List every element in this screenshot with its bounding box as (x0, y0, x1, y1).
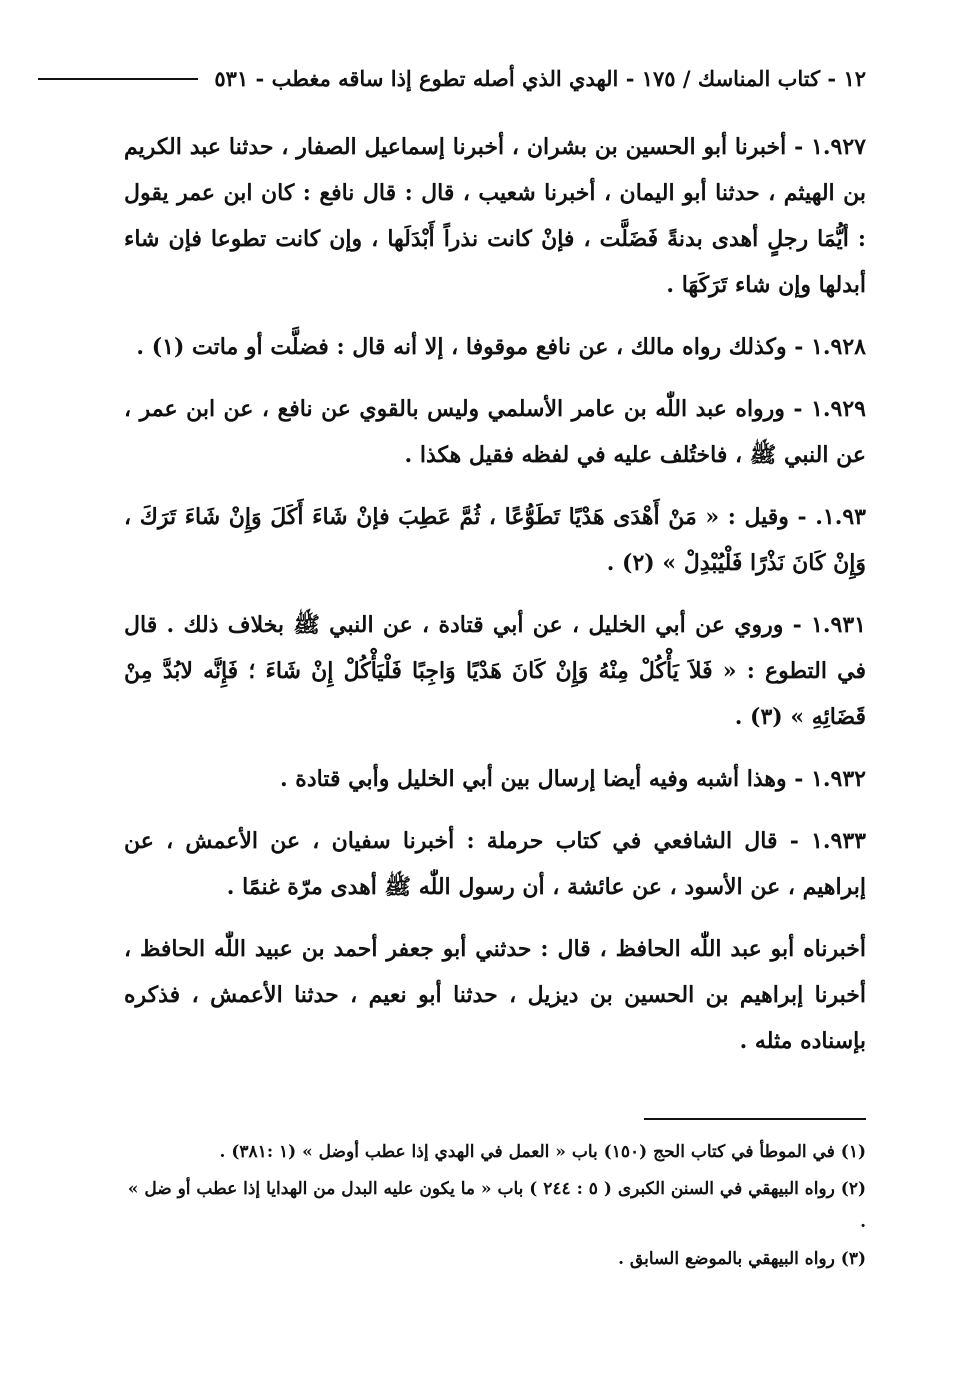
running-header (120, 66, 866, 91)
hadith-1931: ١.٩٣١ - وروي عن أبي الخليل ، عن أبي قتادة ، عن النبي ﷺ بخلاف ذلك . قال في التطوع : « فَلاَ يَأْكُلْ مِنْهُ وَإِنْ كَانَ هَدْيًا وَاجِبًا فَلْيَأْكُلْ إِنْ شَاءَ ؛ فَإِنَّه لابُدَّ مِنْ قَضَائِهِ » (٣) . (124, 612, 867, 730)
footnote-rule (644, 1118, 866, 1120)
hadith-1927: ١.٩٢٧ - أخبرنا أبو الحسين بن بشران ، أخبرنا إسماعيل الصفار ، حدثنا عبد الكريم بن الهيثم ، حدثنا أبو اليمان ، أخبرنا شعيب ، قال : قال نافع : كان ابن عمر يقول : أيُّمَا رجلٍ أهدى بدنةً فَضَلَّت ، فإنْ كانت نذراً أَبْدَلَها ، وإن كانت تطوعا فإن شاء أبدلها وإن شاء تَرَكَهَا . (124, 134, 866, 298)
main-text (124, 124, 866, 1080)
footnote-1: (١) في الموطأ في كتاب الحج (١٥٠) باب « العمل في الهدي إذا عطب أوضل » (١ :٣٨١) . (219, 1142, 866, 1162)
footnote-2: (٢) رواه البيهقي في السنن الكبرى ( ٥ : ٢٤٤ ) باب « ما يكون عليه البدل من الهدايا إذا عطب أو ضل » . (127, 1179, 866, 1232)
hadith-1930: ١.٩٣. - وقيل : « مَنْ أَهْدَى هَدْيًا تَطَوُّعًا ، ثُمَّ عَطِبَ فإنْ شَاءَ أَكَلَ وَإِنْ شَاءَ تَرَكَ ، وَإِنْ كَانَ نَذْرًا فَلْيُبْدِلْ » (٢) . (124, 504, 866, 576)
hadith-1928: ١.٩٢٨ - وكذلك رواه مالك ، عن نافع موقوفا ، إلا أنه قال : فضلَّت أو ماتت (١) . (136, 334, 866, 360)
hadith-1932: ١.٩٣٢ - وهذا أشبه وفيه أيضا إرسال بين أبي الخليل وأبي قتادة . (279, 766, 866, 792)
hadith-1933: ١.٩٣٣ - قال الشافعي في كتاب حرملة : أخبرنا سفيان ، عن الأعمش ، عن إبراهيم ، عن الأسود ، عن عائشة ، أن رسول اللّٰه ﷺ أهدى مرّة غنمًا . (124, 828, 866, 900)
running-header-text: ١٢ - كتاب المناسك / ١٧٥ - الهدي الذي أصله تطوع إذا ساقه مغطب - ٥٣١ (214, 66, 866, 91)
header-rule (38, 78, 198, 80)
footnote-3: (٣) رواه البيهقي بالموضع السابق . (618, 1249, 866, 1269)
isnad-paragraph: أخبرناه أبو عبد اللّٰه الحافظ ، قال : حدثني أبو جعفر أحمد بن عبيد اللّٰه الحافظ ، أخبرنا إبراهيم بن الحسين بن ديزيل ، حدثنا أبو نعيم ، حدثنا الأعمش ، فذكره بإسناده مثله . (124, 936, 866, 1054)
footnotes (124, 1136, 866, 1280)
hadith-1929: ١.٩٢٩ - ورواه عبد اللّٰه بن عامر الأسلمي وليس بالقوي عن نافع ، عن ابن عمر ، عن النبي ﷺ ، فاختُلف عليه في لفظه فقيل هكذا . (124, 396, 866, 468)
